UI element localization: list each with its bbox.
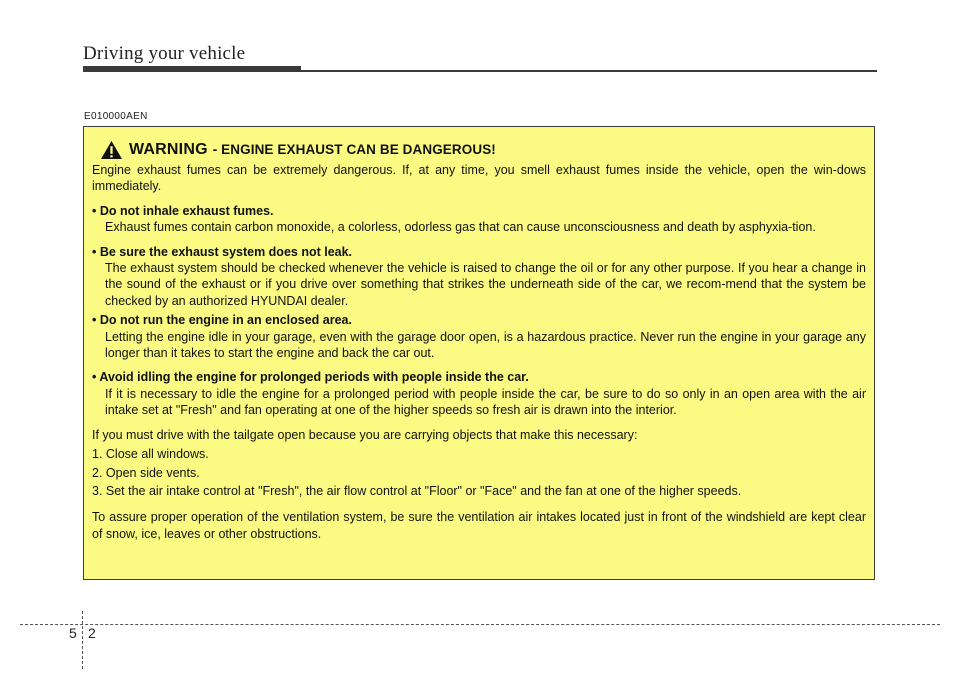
warning-word: WARNING <box>129 140 208 158</box>
warning-intro: Engine exhaust fumes can be extremely dangerous. If, at any time, you smell exhaust fumes inside the vehicle, open the win-dows immediately. <box>92 163 866 194</box>
warning-subtitle: - ENGINE EXHAUST CAN BE DANGEROUS! <box>212 141 496 157</box>
bullet-body: The exhaust system should be checked whenever the vehicle is raised to change the oil or for any other purpose. If you hear a change in the sound of the exhaust or if you drive over something that strikes the underneath side of the car, we recom-mend that the system be checked by an authorized HYUNDAI dealer. <box>105 261 866 308</box>
bullet-body: If it is necessary to idle the engine for a prolonged period with people inside the car, be sure to do so only in an open area with the air intake set at "Fresh" and fan operating at one of the higher speeds so fresh air is drawn into the interior. <box>105 386 866 418</box>
closing-paragraph: To assure proper operation of the ventilation system, be sure the ventilation air intakes located just in front of the windshield are kept clear of snow, ice, leaves or other obstructions. <box>92 510 866 541</box>
chapter-number: 5 <box>69 625 77 641</box>
bullet-title: • Be sure the exhaust system does not leak. <box>92 244 353 259</box>
document-code: E010000AEN <box>84 111 148 122</box>
list-item: 2. Open side vents. <box>92 465 200 480</box>
warning-box <box>83 126 875 580</box>
bullet-title: • Do not run the engine in an enclosed area. <box>92 313 352 328</box>
warning-triangle-icon <box>100 140 123 160</box>
bullet-body: Letting the engine idle in your garage, even with the garage door open, is a hazardous practice. Never run the engine in your garage any longer than it takes to start the engine and back the car out. <box>105 329 866 361</box>
tailgate-intro: If you must drive with the tailgate open because you are carrying objects that make this necessary: <box>92 427 638 442</box>
list-item: 3. Set the air intake control at "Fresh", the air flow control at "Floor" or "Face" and the fan at one of the higher speeds. <box>92 483 742 498</box>
title-rule-thin <box>301 70 877 72</box>
bullet-title: • Do not inhale exhaust fumes. <box>92 203 274 218</box>
bullet-title: • Avoid idling the engine for prolonged periods with people inside the car. <box>92 370 529 385</box>
footer-divider <box>20 624 940 625</box>
page-number: 2 <box>88 625 96 641</box>
list-item: 1. Close all windows. <box>92 447 209 462</box>
footer-page-divider <box>82 611 83 669</box>
section-title: Driving your vehicle <box>83 43 246 64</box>
title-rule-thick <box>83 66 301 72</box>
warning-header <box>92 139 866 161</box>
bullet-body: Exhaust fumes contain carbon monoxide, a colorless, odorless gas that can cause unconsciousness and death by asphyxia-tion. <box>105 220 816 235</box>
